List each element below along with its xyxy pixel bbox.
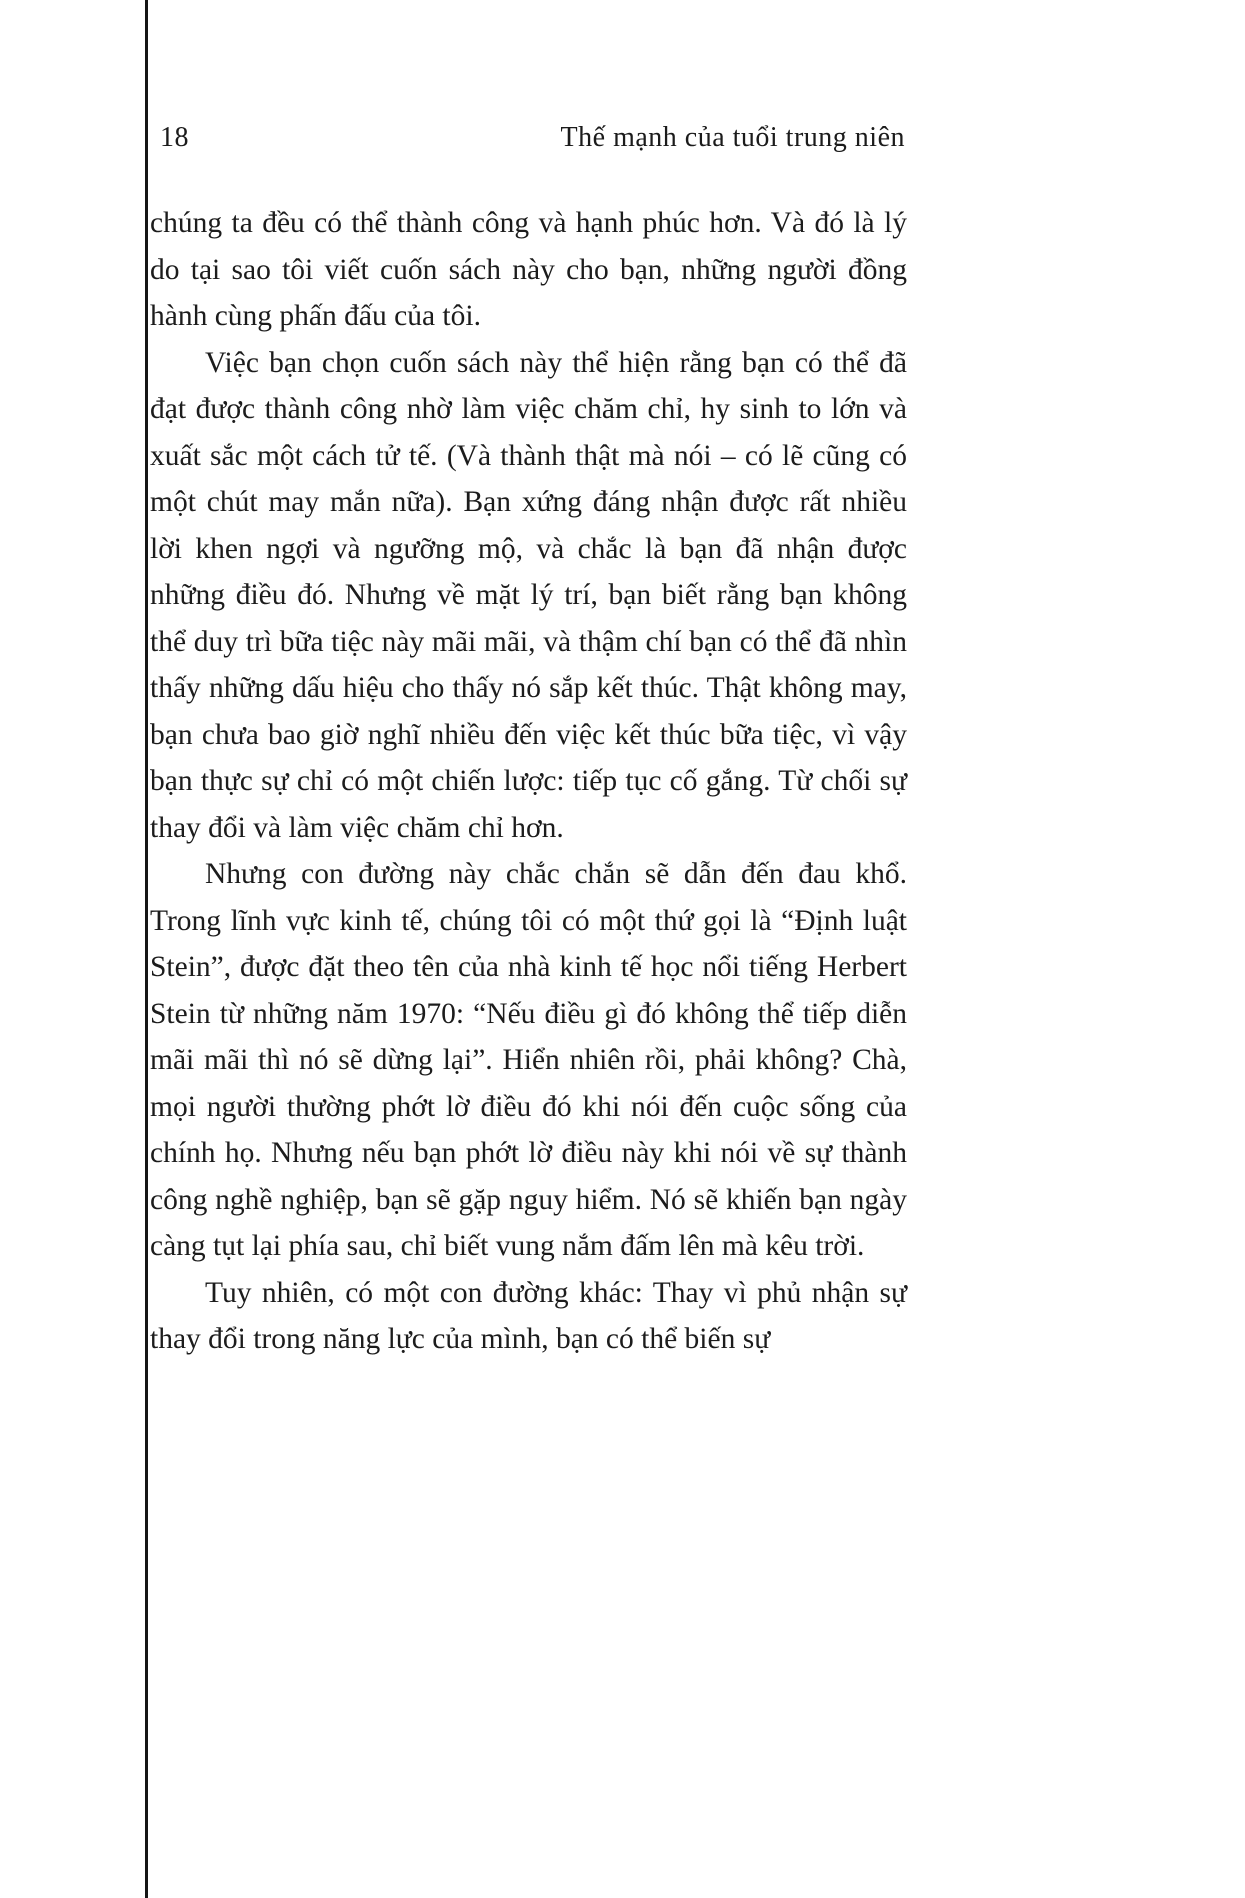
page-header bbox=[160, 122, 905, 154]
running-title: Thế mạnh của tuổi trung niên bbox=[560, 122, 905, 153]
paragraph: Tuy nhiên, có một con đường khác: Thay vì phủ nhận sự thay đổi trong năng lực của mình, bạn có thể biến sự bbox=[150, 1276, 907, 1355]
paragraph: Việc bạn chọn cuốn sách này thể hiện rằng bạn có thể đã đạt được thành công nhờ làm việc chăm chỉ, hy sinh to lớn và xuất sắc một cách tử tế. (Và thành thật mà nói – có lẽ cũng có một chút may mắn nữa). Bạn xứng đáng nhận được rất nhiều lời khen ngợi và ngưỡng mộ, và chắc là bạn đã nhận được những điều đó. Nhưng về mặt lý trí, bạn biết rằng bạn không thể duy trì bữa tiệc này mãi mãi, và thậm chí bạn có thể đã nhìn thấy những dấu hiệu cho thấy nó sắp kết thúc. Thật không may, bạn chưa bao giờ nghĩ nhiều đến việc kết thúc bữa tiệc, vì vậy bạn thực sự chỉ có một chiến lược: tiếp tục cố gắng. Từ chối sự thay đổi và làm việc chăm chỉ hơn. bbox=[150, 346, 907, 844]
text-block bbox=[150, 200, 907, 1363]
paragraph: Nhưng con đường này chắc chắn sẽ dẫn đến đau khổ. Trong lĩnh vực kinh tế, chúng tôi có một thứ gọi là “Định luật Stein”, được đặt theo tên của nhà kinh tế học nổi tiếng Herbert Stein từ những năm 1970: “Nếu điều gì đó không thể tiếp diễn mãi mãi thì nó sẽ dừng lại”. Hiển nhiên rồi, phải không? Chà, mọi người thường phớt lờ điều đó khi nói đến cuộc sống của chính họ. Nhưng nếu bạn phớt lờ điều này khi nói về sự thành công nghề nghiệp, bạn sẽ gặp nguy hiểm. Nó sẽ khiến bạn ngày càng tụt lại phía sau, chỉ biết vung nắm đấm lên mà kêu trời. bbox=[150, 858, 907, 1262]
paragraph: chúng ta đều có thể thành công và hạnh phúc hơn. Và đó là lý do tại sao tôi viết cuốn sách này cho bạn, những người đồng hành cùng phấn đấu của tôi. bbox=[150, 207, 907, 332]
margin-rule bbox=[145, 0, 148, 1898]
page-number: 18 bbox=[160, 122, 189, 153]
